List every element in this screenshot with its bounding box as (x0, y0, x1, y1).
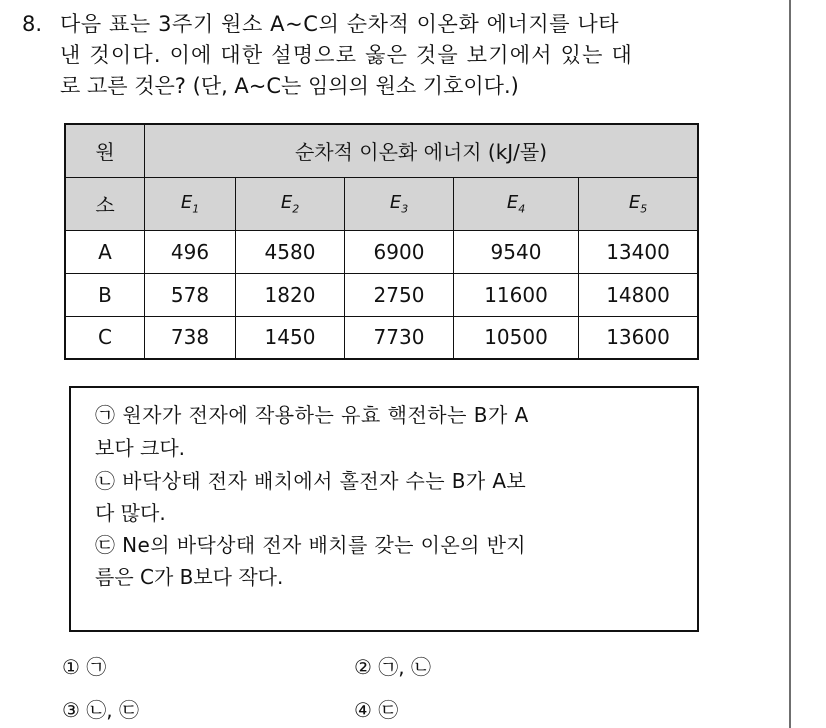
table-row (65, 273, 698, 316)
value-cell: 9540 (454, 230, 579, 273)
statements-box (69, 386, 699, 632)
subheader-e1: $E_1$ (145, 177, 236, 230)
element-cell: C (65, 316, 145, 359)
statement-b-line-1: ㉡ 바닥상태 전자 배치에서 홀전자 수는 B가 A보 (95, 469, 527, 493)
value-cell: 1820 (236, 273, 345, 316)
question-number: 8. (22, 12, 43, 36)
subheader-e4: $E_4$ (454, 177, 579, 230)
table-row (65, 316, 698, 359)
value-cell: 6900 (345, 230, 454, 273)
statement-b-line-2: 다 많다. (95, 501, 166, 525)
value-cell: 2750 (345, 273, 454, 316)
question-text-line-1: 다음 표는 3주기 원소 A~C의 순차적 이온화 에너지를 나타 (60, 12, 620, 36)
answer-choice-2[interactable]: ② ㉠, ㉡ (354, 655, 432, 679)
value-cell: 578 (145, 273, 236, 316)
energy-header: 순차적 이온화 에너지 (kJ/몰) (145, 124, 699, 177)
value-cell: 14800 (579, 273, 699, 316)
element-cell: B (65, 273, 145, 316)
question-text-line-2: 낸 것이다. 이에 대한 설명으로 옳은 것을 보기에서 있는 대 (60, 43, 633, 67)
subheader-e5: $E_5$ (579, 177, 699, 230)
question-text-line-3: 로 고른 것은? (단, A~C는 임의의 원소 기호이다.) (60, 74, 519, 98)
answer-choice-4[interactable]: ④ ㉢ (354, 698, 399, 722)
ionization-energy-table (64, 123, 699, 360)
value-cell: 4580 (236, 230, 345, 273)
statement-c-line-1: ㉢ Ne의 바닥상태 전자 배치를 갖는 이온의 반지 (95, 533, 527, 557)
element-header-top: 원 (65, 124, 145, 177)
statement-a-line-2: 보다 크다. (95, 436, 185, 460)
element-header-bottom: 소 (65, 177, 145, 230)
value-cell: 1450 (236, 316, 345, 359)
answer-choice-1[interactable]: ① ㉠ (62, 655, 107, 679)
subheader-e3: $E_3$ (345, 177, 454, 230)
value-cell: 738 (145, 316, 236, 359)
value-cell: 11600 (454, 273, 579, 316)
value-cell: 496 (145, 230, 236, 273)
value-cell: 7730 (345, 316, 454, 359)
element-cell: A (65, 230, 145, 273)
page-divider-line (789, 0, 791, 728)
table-row (65, 230, 698, 273)
statement-a-line-1: ㉠ 원자가 전자에 작용하는 유효 핵전하는 B가 A (95, 403, 529, 427)
answer-choice-3[interactable]: ③ ㉡, ㉢ (62, 698, 140, 722)
value-cell: 13400 (579, 230, 699, 273)
value-cell: 10500 (454, 316, 579, 359)
statement-c-line-2: 름은 C가 B보다 작다. (95, 565, 284, 589)
value-cell: 13600 (579, 316, 699, 359)
subheader-e2: $E_2$ (236, 177, 345, 230)
